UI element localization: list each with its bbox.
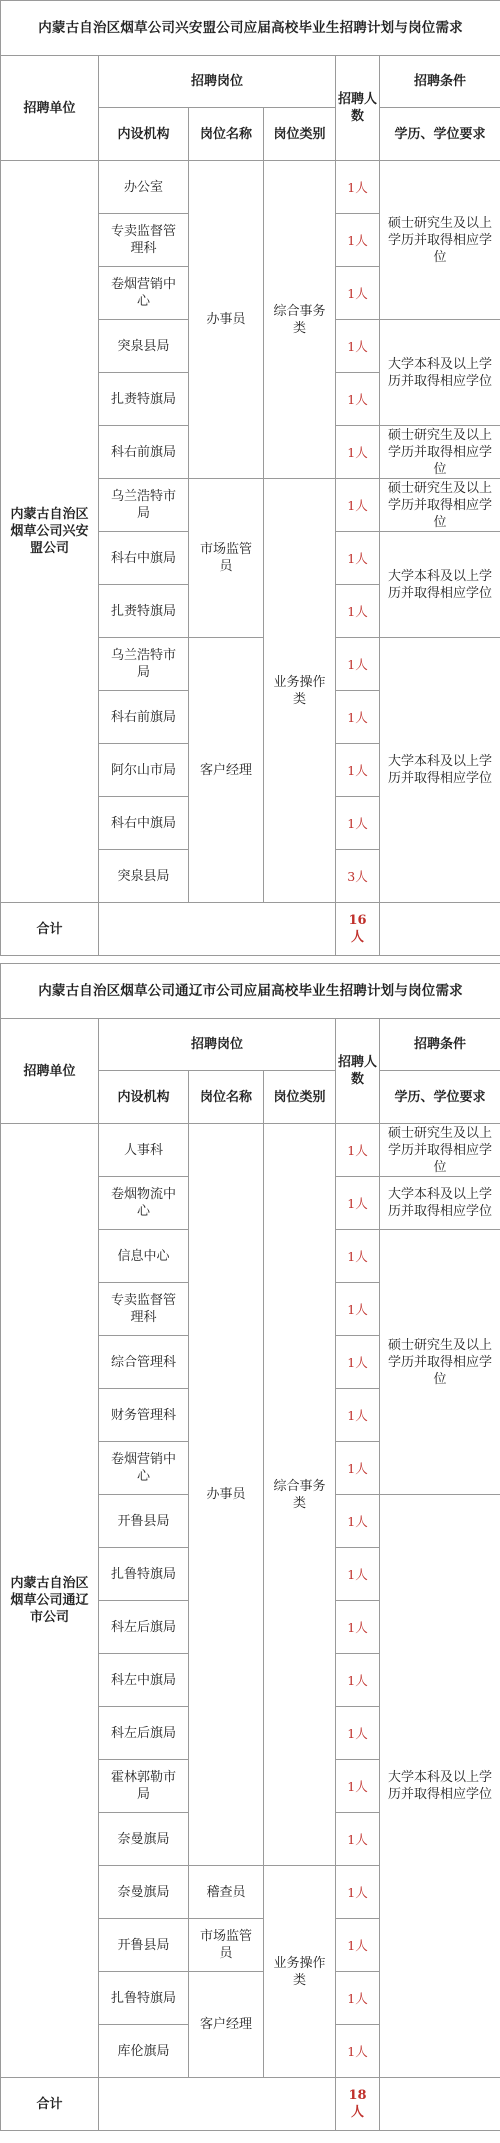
- header-post-category: 岗位类别: [264, 1071, 336, 1124]
- dept-cell: 霍林郭勒市局: [99, 1760, 189, 1813]
- count-cell: 1人: [336, 638, 380, 691]
- dept-cell: 突泉县局: [99, 850, 189, 903]
- count-cell: 1人: [336, 532, 380, 585]
- post-name-cell: 客户经理: [189, 638, 264, 903]
- dept-cell: 科右前旗局: [99, 426, 189, 479]
- header-post: 招聘岗位: [99, 56, 336, 108]
- table-title: 内蒙古自治区烟草公司兴安盟公司应届高校毕业生招聘计划与岗位需求: [1, 1, 500, 56]
- edu-cell: 大学本科及以上学历并取得相应学位: [380, 1495, 500, 2078]
- edu-cell: 硕士研究生及以上学历并取得相应学位: [380, 1230, 500, 1495]
- edu-cell: 硕士研究生及以上学历并取得相应学位: [380, 479, 500, 532]
- dept-cell: 突泉县局: [99, 320, 189, 373]
- total-spacer: [380, 2078, 500, 2131]
- count-cell: 1人: [336, 691, 380, 744]
- dept-cell: 专卖监督管理科: [99, 214, 189, 267]
- dept-cell: 卷烟物流中心: [99, 1177, 189, 1230]
- header-post-name: 岗位名称: [189, 1071, 264, 1124]
- count-cell: 1人: [336, 320, 380, 373]
- count-cell: 1人: [336, 479, 380, 532]
- post-name-cell: 客户经理: [189, 1972, 264, 2078]
- table-title: 内蒙古自治区烟草公司通辽市公司应届高校毕业生招聘计划与岗位需求: [1, 964, 500, 1019]
- dept-cell: 奈曼旗局: [99, 1813, 189, 1866]
- post-category-cell: 业务操作类: [264, 479, 336, 903]
- header-conditions: 招聘条件: [380, 56, 500, 108]
- post-name-cell: 市场监管员: [189, 1919, 264, 1972]
- dept-cell: 综合管理科: [99, 1336, 189, 1389]
- edu-cell: 硕士研究生及以上学历并取得相应学位: [380, 1124, 500, 1177]
- edu-cell: 大学本科及以上学历并取得相应学位: [380, 638, 500, 903]
- dept-cell: 财务管理科: [99, 1389, 189, 1442]
- count-cell: 1人: [336, 744, 380, 797]
- post-name-cell: 稽查员: [189, 1866, 264, 1919]
- post-category-cell: 综合事务类: [264, 161, 336, 479]
- total-label: 合计: [1, 2078, 99, 2131]
- total-label: 合计: [1, 903, 99, 956]
- count-cell: 1人: [336, 1124, 380, 1177]
- count-cell: 1人: [336, 1601, 380, 1654]
- header-unit: 招聘单位: [1, 1019, 99, 1124]
- post-name-cell: 办事员: [189, 1124, 264, 1866]
- count-cell: 1人: [336, 1283, 380, 1336]
- count-cell: 1人: [336, 1760, 380, 1813]
- total-value: 16人: [336, 903, 380, 956]
- edu-cell: 大学本科及以上学历并取得相应学位: [380, 532, 500, 638]
- edu-cell: 硕士研究生及以上学历并取得相应学位: [380, 161, 500, 320]
- header-count: 招聘人数: [336, 1019, 380, 1124]
- count-cell: 1人: [336, 585, 380, 638]
- dept-cell: 人事科: [99, 1124, 189, 1177]
- unit-name: 内蒙古自治区烟草公司通辽市公司: [1, 1124, 99, 2078]
- dept-cell: 乌兰浩特市局: [99, 638, 189, 691]
- count-cell: 1人: [336, 1548, 380, 1601]
- count-cell: 1人: [336, 1866, 380, 1919]
- table-tongliao: [0, 963, 500, 2131]
- unit-name: 内蒙古自治区烟草公司兴安盟公司: [1, 161, 99, 903]
- dept-cell: 开鲁县局: [99, 1919, 189, 1972]
- dept-cell: 卷烟营销中心: [99, 1442, 189, 1495]
- count-cell: 1人: [336, 1707, 380, 1760]
- dept-cell: 卷烟营销中心: [99, 267, 189, 320]
- dept-cell: 信息中心: [99, 1230, 189, 1283]
- dept-cell: 科左中旗局: [99, 1654, 189, 1707]
- count-cell: 1人: [336, 1654, 380, 1707]
- dept-cell: 科左后旗局: [99, 1707, 189, 1760]
- table-xingan: [0, 0, 500, 956]
- header-post-category: 岗位类别: [264, 108, 336, 161]
- header-dept: 内设机构: [99, 108, 189, 161]
- count-cell: 1人: [336, 267, 380, 320]
- dept-cell: 科右中旗局: [99, 797, 189, 850]
- dept-cell: 乌兰浩特市局: [99, 479, 189, 532]
- total-spacer: [99, 2078, 336, 2131]
- post-name-cell: 市场监管员: [189, 479, 264, 638]
- count-cell: 1人: [336, 1972, 380, 2025]
- header-edu: 学历、学位要求: [380, 1071, 500, 1124]
- dept-cell: 专卖监督管理科: [99, 1283, 189, 1336]
- header-dept: 内设机构: [99, 1071, 189, 1124]
- count-cell: 1人: [336, 1442, 380, 1495]
- count-cell: 1人: [336, 1919, 380, 1972]
- dept-cell: 阿尔山市局: [99, 744, 189, 797]
- post-name-cell: 办事员: [189, 161, 264, 479]
- count-cell: 1人: [336, 161, 380, 214]
- count-cell: 1人: [336, 1177, 380, 1230]
- count-cell: 1人: [336, 373, 380, 426]
- dept-cell: 科右中旗局: [99, 532, 189, 585]
- dept-cell: 科右前旗局: [99, 691, 189, 744]
- dept-cell: 库伦旗局: [99, 2025, 189, 2078]
- count-cell: 3人: [336, 850, 380, 903]
- count-cell: 1人: [336, 797, 380, 850]
- count-cell: 1人: [336, 214, 380, 267]
- count-cell: 1人: [336, 426, 380, 479]
- header-post-name: 岗位名称: [189, 108, 264, 161]
- edu-cell: 大学本科及以上学历并取得相应学位: [380, 1177, 500, 1230]
- count-cell: 1人: [336, 1389, 380, 1442]
- header-post: 招聘岗位: [99, 1019, 336, 1071]
- header-conditions: 招聘条件: [380, 1019, 500, 1071]
- dept-cell: 科左后旗局: [99, 1601, 189, 1654]
- edu-cell: 硕士研究生及以上学历并取得相应学位: [380, 426, 500, 479]
- count-cell: 1人: [336, 2025, 380, 2078]
- dept-cell: 扎赉特旗局: [99, 373, 189, 426]
- dept-cell: 扎赉特旗局: [99, 585, 189, 638]
- count-cell: 1人: [336, 1813, 380, 1866]
- dept-cell: 办公室: [99, 161, 189, 214]
- header-edu: 学历、学位要求: [380, 108, 500, 161]
- count-cell: 1人: [336, 1495, 380, 1548]
- total-spacer: [380, 903, 500, 956]
- edu-cell: 大学本科及以上学历并取得相应学位: [380, 320, 500, 426]
- total-spacer: [99, 903, 336, 956]
- total-value: 18人: [336, 2078, 380, 2131]
- count-cell: 1人: [336, 1336, 380, 1389]
- dept-cell: 开鲁县局: [99, 1495, 189, 1548]
- post-category-cell: 综合事务类: [264, 1124, 336, 1866]
- post-category-cell: 业务操作类: [264, 1866, 336, 2078]
- count-cell: 1人: [336, 1230, 380, 1283]
- dept-cell: 奈曼旗局: [99, 1866, 189, 1919]
- dept-cell: 扎鲁特旗局: [99, 1972, 189, 2025]
- header-count: 招聘人数: [336, 56, 380, 161]
- dept-cell: 扎鲁特旗局: [99, 1548, 189, 1601]
- header-unit: 招聘单位: [1, 56, 99, 161]
